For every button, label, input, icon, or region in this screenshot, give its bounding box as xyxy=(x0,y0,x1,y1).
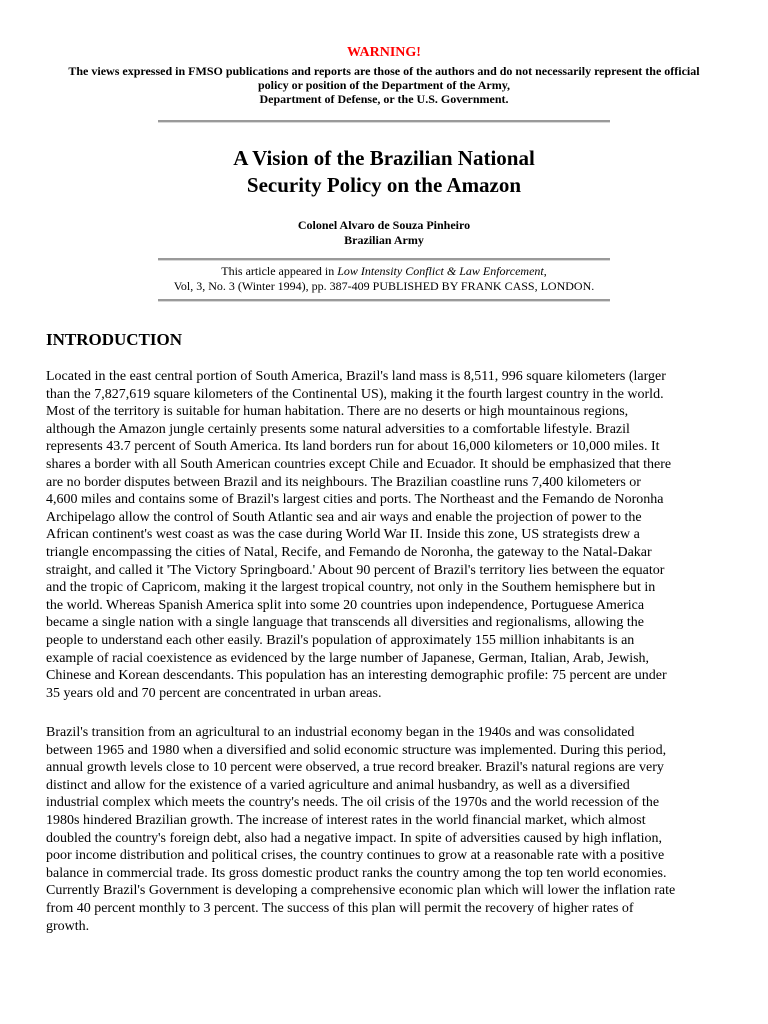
paragraph-line: than the 7,827,619 square kilometers of the Continental US), making it the fourth largest country in the world. xyxy=(46,386,664,402)
article-title-line: A Vision of the Brazilian National xyxy=(233,146,535,170)
paragraph-line: straight, and called it 'The Victory Springboard.' About 90 percent of Brazil's territory lies between the equator xyxy=(46,562,665,578)
paragraph-line: although the Amazon jungle certainly presents some natural adversities to a comfortable lifestyle. Brazil xyxy=(46,421,630,437)
citation-line-1 xyxy=(0,264,768,279)
paragraph-line: 1980s hindered Brazilian growth. The increase of interest rates in the world financial market, which almost xyxy=(46,812,646,828)
citation-block xyxy=(0,264,768,294)
paragraph-line: and the tropic of Capricom, making it the largest tropical country, not only in the Southem hemisphere but in xyxy=(46,580,656,596)
citation-prefix: This article appeared in xyxy=(221,264,338,278)
paragraph-line: from 40 percent monthly to 3 percent. The success of this plan will permit the recovery of higher rates of xyxy=(46,900,634,916)
citation-line-2: Vol, 3, No. 3 (Winter 1994), pp. 387-409 PUBLISHED BY FRANK CASS, LONDON. xyxy=(173,279,595,293)
paragraph-line: represents 43.7 percent of South America. Its land borders run for about 16,000 kilometers or 10,000 miles. It xyxy=(46,439,660,455)
warning-line: policy or position of the Department of the Army, xyxy=(257,78,511,92)
author-name: Colonel Alvaro de Souza Pinheiro xyxy=(297,218,471,232)
paragraph-line: example of racial coexistence as evidenced by the large number of Japanese, German, Italian, Arab, Jewish, xyxy=(46,650,650,666)
paragraph-line: the world. Whereas Spanish America split into some 20 countries upon independence, Portuguese America xyxy=(46,597,645,613)
warning-line: Department of Defense, or the U.S. Government. xyxy=(259,92,509,106)
paragraph-line: growth. xyxy=(46,918,90,934)
paragraph-line: annual growth levels close to 10 percent were observed, a true record breaker. Brazil's natural regions are very xyxy=(46,760,664,776)
paragraph-line: became a single nation with a single language that transcends all diversities and regionalisms, allowing the xyxy=(46,615,644,631)
citation-suffix: , xyxy=(543,264,547,278)
body-paragraph xyxy=(46,724,726,935)
paragraph-line: Currently Brazil's Government is developing a comprehensive economic plan which will lower the inflation rate xyxy=(46,883,676,899)
paragraph-line: 35 years old and 70 percent are concentrated in urban areas. xyxy=(46,685,382,701)
author-block xyxy=(0,218,768,248)
horizontal-rule xyxy=(158,120,610,123)
paragraph-line: people to understand each other easily. Brazil's population of approximately 155 million inhabitants is an xyxy=(46,632,635,648)
warning-disclaimer xyxy=(40,64,728,106)
horizontal-rule xyxy=(158,258,610,261)
paragraph-line: Archipelago allow the control of South Atlantic sea and air ways and enable the projection of power to the xyxy=(46,509,642,525)
citation-journal: Low Intensity Conflict & Law Enforcement xyxy=(337,264,544,278)
body-paragraph xyxy=(46,368,726,702)
paragraph-line: Most of the territory is suitable for human habitation. There are no deserts or high mountainous regions, xyxy=(46,404,629,420)
warning-line: The views expressed in FMSO publications and reports are those of the authors and do not necessarily represent the official xyxy=(68,64,700,78)
author-affiliation: Brazilian Army xyxy=(344,233,424,247)
paragraph-line: industrial complex which meets the country's needs. The oil crisis of the 1970s and the world recession of the xyxy=(46,795,660,811)
article-title xyxy=(0,145,768,199)
paragraph-line: 4,600 miles and contains some of Brazil's largest cities and ports. The Northeast and the Femando de Noronha xyxy=(46,492,664,508)
paragraph-line: Located in the east central portion of South America, Brazil's land mass is 8,511, 996 square kilometers (larger xyxy=(46,369,666,384)
warning-title: WARNING! xyxy=(347,45,421,60)
paragraph-line: triangle encompassing the cities of Natal, Recife, and Femando de Noronha, the gateway to the Natal-Dakar xyxy=(46,544,652,560)
article-title-line: Security Policy on the Amazon xyxy=(246,173,522,197)
paragraph-line: shares a border with all South American countries except Chile and Ecuador. It should be emphasized that there xyxy=(46,456,672,472)
paragraph-line: are no border disputes between Brazil and its neighbours. The Brazilian coastline runs 7,400 kilometers or xyxy=(46,474,641,490)
horizontal-rule xyxy=(158,299,610,302)
paragraph-line: balance in commercial trade. Its gross domestic product ranks the country among the top ten world economies. xyxy=(46,865,667,881)
paragraph-line: doubled the country's foreign debt, also had a negative impact. In spite of adversities caused by high inflation, xyxy=(46,830,663,846)
paragraph-line: African continent's west coast as was the case during World War II. Inside this zone, US strategists drew a xyxy=(46,527,640,543)
paragraph-line: Chinese and Korean descendants. This population has an interesting demographic profile: 75 percent are under xyxy=(46,668,667,684)
paragraph-line: Brazil's transition from an agricultural to an industrial economy began in the 1940s and was consolidated xyxy=(46,725,635,740)
paragraph-line: poor income distribution and political crises, the country continues to grow at a reasonable rate with a positive xyxy=(46,848,665,864)
section-heading-introduction: INTRODUCTION xyxy=(46,330,183,349)
paragraph-line: between 1965 and 1980 when a diversified and solid economic structure was implemented. During this period, xyxy=(46,742,667,758)
paragraph-line: distinct and allow for the existence of a varied agriculture and animal husbandry, as well as a diversified xyxy=(46,777,630,793)
